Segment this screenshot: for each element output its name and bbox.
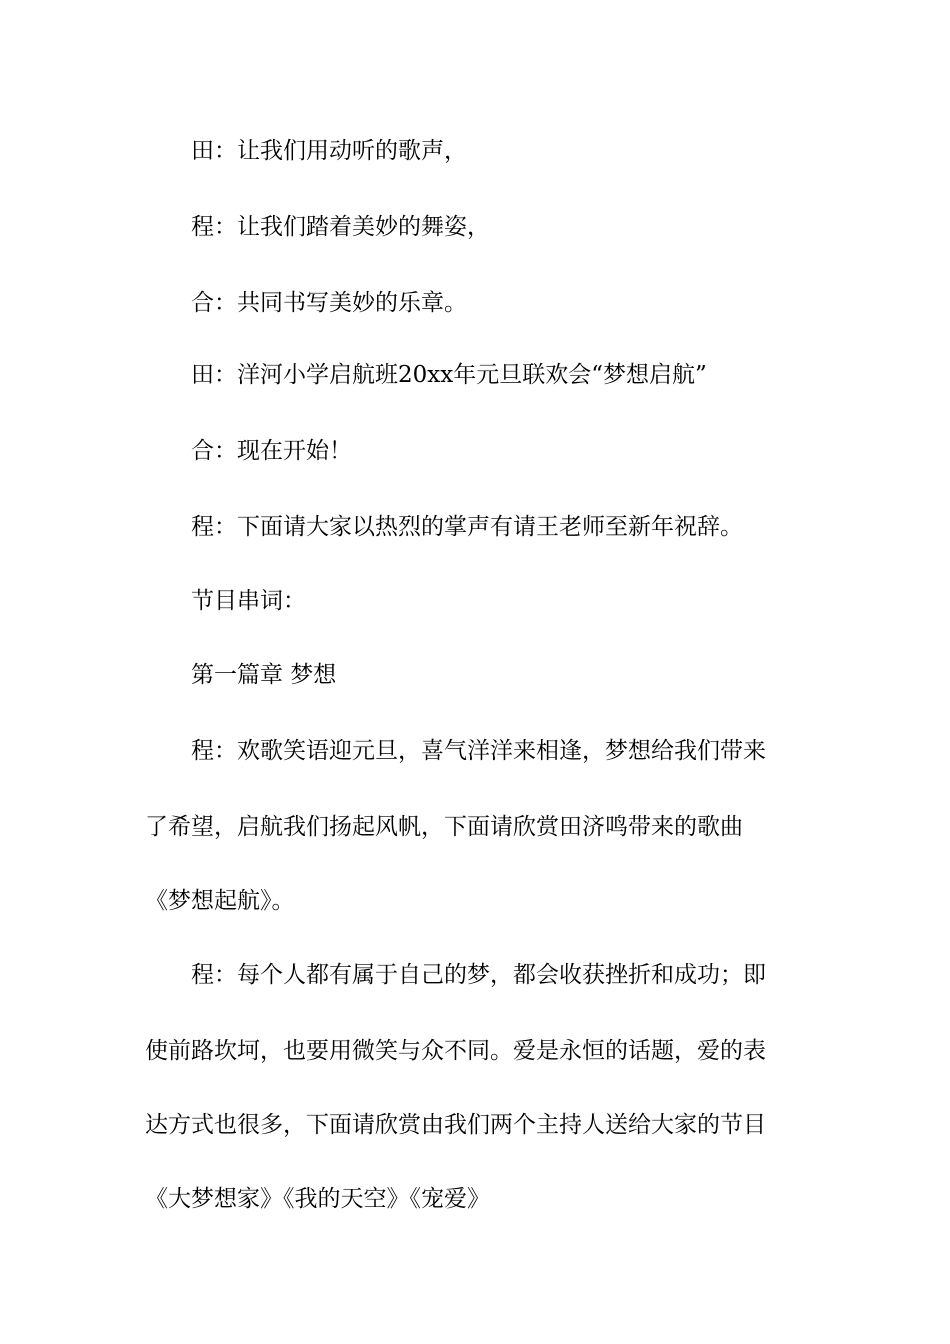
dialogue-line-tian-1: 田：让我们用动听的歌声， <box>145 138 467 164</box>
paragraph-2-line-3: 达方式也很多，下面请欣赏由我们两个主持人送给大家的节目 <box>145 1112 766 1138</box>
dialogue-line-he-2: 合：现在开始！ <box>145 438 352 464</box>
dialogue-line-tian-2: 田：洋河小学启航班20xx年元旦联欢会“梦想启航” <box>145 362 707 388</box>
paragraph-2-line-1: 程：每个人都有属于自己的梦，都会收获挫折和成功；即 <box>145 962 766 988</box>
paragraph-2-line-2: 使前路坎坷，也要用微笑与众不同。爱是永恒的话题，爱的表 <box>145 1038 766 1064</box>
dialogue-line-he-1: 合：共同书写美妙的乐章。 <box>145 290 467 316</box>
paragraph-2-line-4: 《大梦想家》《我的天空》《宠爱》 <box>145 1186 490 1212</box>
dialogue-line-cheng-2: 程：下面请大家以热烈的掌声有请王老师至新年祝辞。 <box>145 514 743 540</box>
chapter-heading: 第一篇章 梦想 <box>145 662 337 688</box>
section-heading-program-script: 节目串词： <box>145 588 306 614</box>
paragraph-1-line-1: 程：欢歌笑语迎元旦，喜气洋洋来相逢，梦想给我们带来 <box>145 738 766 764</box>
dialogue-line-cheng-1: 程：让我们踏着美妙的舞姿， <box>145 214 490 240</box>
paragraph-1-line-2: 了希望，启航我们扬起风帆，下面请欣赏田济鸣带来的歌曲 <box>145 814 743 840</box>
paragraph-1-line-3: 《梦想起航》。 <box>145 888 295 914</box>
